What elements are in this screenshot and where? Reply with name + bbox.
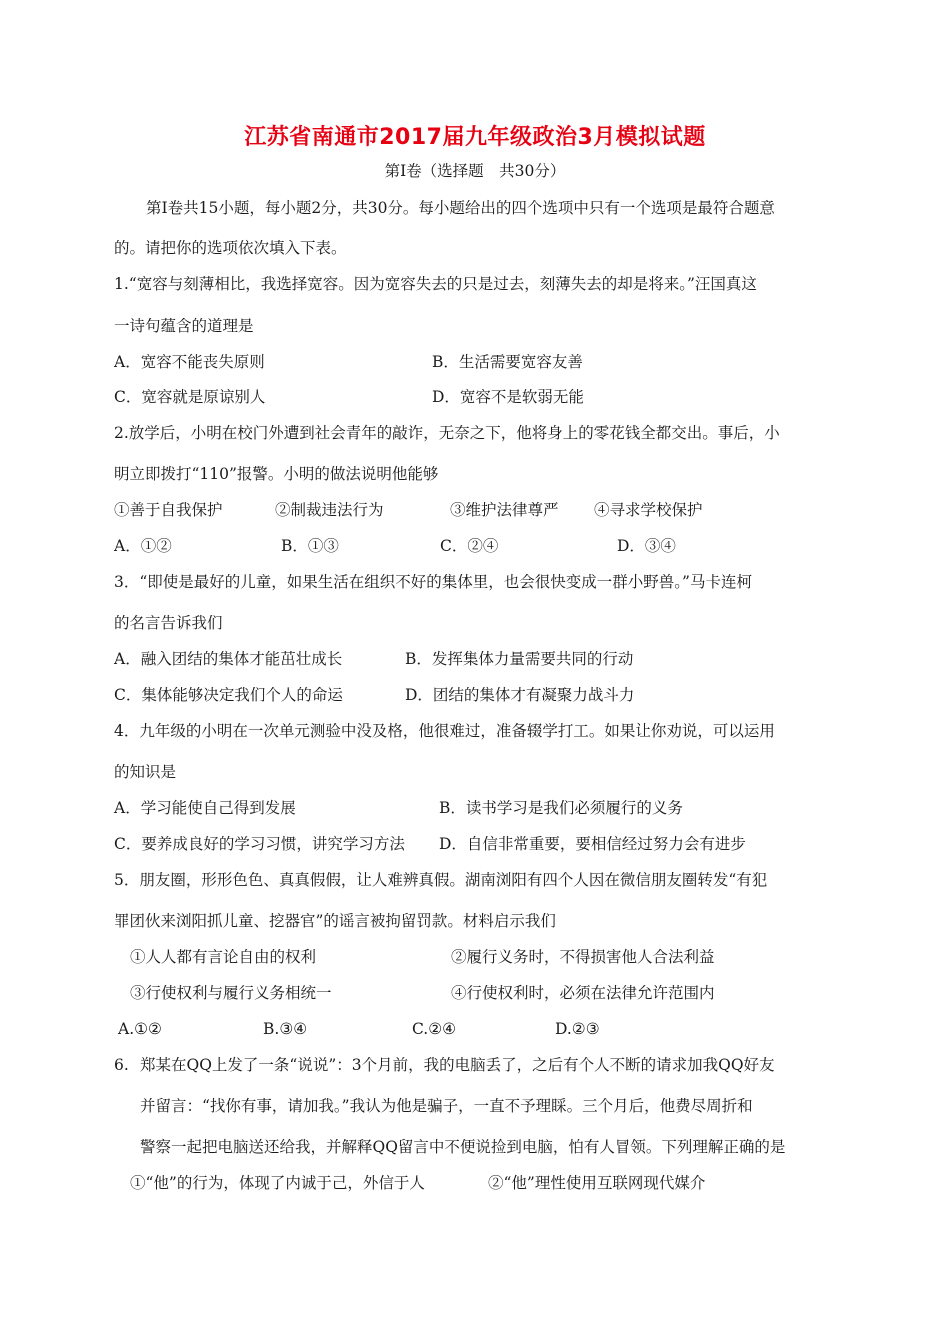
q2-statement-3: ③维护法律尊严 xyxy=(450,501,559,519)
q5-statement-2: ②履行义务时，不得损害他人合法利益 xyxy=(451,948,715,966)
q2-option-d: D．③④ xyxy=(617,537,676,555)
q2-option-a: A．①② xyxy=(114,537,172,555)
q5-option-b: B.③④ xyxy=(263,1020,308,1038)
q4-option-b: B．读书学习是我们必须履行的义务 xyxy=(439,799,683,817)
q2-option-b: B．①③ xyxy=(281,537,339,555)
q5-option-c: C.②④ xyxy=(412,1020,457,1038)
q2-statement-2: ②制裁违法行为 xyxy=(275,501,384,519)
q4-option-c: C．要养成良好的学习习惯，讲究学习方法 xyxy=(114,835,405,853)
q5-option-d: D.②③ xyxy=(555,1020,600,1038)
q6-number: 6. xyxy=(114,1056,129,1074)
q1-option-d: D．宽容不是软弱无能 xyxy=(432,388,584,406)
q2-statement-1: ①善于自我保护 xyxy=(114,501,223,519)
q5-statement-1: ①人人都有言论自由的权利 xyxy=(130,948,317,966)
q6-stem-line-3: 警察一起把电脑送还给我，并解释QQ留言中不便说捡到电脑，怕有人冒领。下列理解正确的是 xyxy=(140,1138,786,1156)
instructions-line-1: 第Ⅰ卷共15小题，每小题2分，共30分。每小题给出的四个选项中只有一个选项是最符合题意 xyxy=(146,199,775,217)
document-title: 江苏省南通市2017届九年级政治3月模拟试题 xyxy=(244,125,706,150)
q3-option-b: B．发挥集体力量需要共同的行动 xyxy=(405,650,634,668)
q6-statement-2: ②“他”理性使用互联网现代媒介 xyxy=(488,1174,706,1192)
q2-statement-4: ④寻求学校保护 xyxy=(594,501,703,519)
q1-stem-line-1: 1.“宽容与刻薄相比，我选择宽容。因为宽容失去的只是过去，刻薄失去的却是将来。”汪国真这 xyxy=(114,275,757,293)
q5-statement-4: ④行使权利时，必须在法律允许范围内 xyxy=(451,984,715,1002)
q2-stem-line-2: 明立即拨打“110”报警。小明的做法说明他能够 xyxy=(114,465,439,483)
q4-option-a: A．学习能使自己得到发展 xyxy=(114,799,296,817)
q3-stem-line-2: 的名言告诉我们 xyxy=(114,614,223,632)
q1-stem-line-2: 一诗句蕴含的道理是 xyxy=(114,317,254,335)
q5-stem-line-1: 5．朋友圈，形形色色、真真假假，让人难辨真假。湖南浏阳有四个人因在微信朋友圈转发“有犯 xyxy=(114,871,768,889)
q1-option-b: B．生活需要宽容友善 xyxy=(432,353,583,371)
q4-option-d: D．自信非常重要，要相信经过努力会有进步 xyxy=(439,835,746,853)
q6-stem-line-2: 并留言：“找你有事，请加我。”我认为他是骗子，一直不予理睬。三个月后，他费尽周折和 xyxy=(140,1097,753,1115)
q1-option-c: C．宽容就是原谅别人 xyxy=(114,388,266,406)
q5-statement-3: ③行使权利与履行义务相统一 xyxy=(130,984,332,1002)
q6-stem-line-1: 郑某在QQ上发了一条“说说”：3个月前，我的电脑丢了，之后有个人不断的请求加我QQ好友 xyxy=(140,1056,775,1074)
section-header: 第Ⅰ卷（选择题 共30分） xyxy=(384,162,566,180)
q3-option-c: C．集体能够决定我们个人的命运 xyxy=(114,686,343,704)
q5-stem-line-2: 罪团伙来浏阳抓儿童、挖器官”的谣言被拘留罚款。材料启示我们 xyxy=(114,912,556,930)
q4-stem-line-1: 4．九年级的小明在一次单元测验中没及格，他很难过，准备辍学打工。如果让你劝说，可以运用 xyxy=(114,722,775,740)
instructions-line-2: 的。请把你的选项依次填入下表。 xyxy=(114,239,347,257)
q3-stem-line-1: 3．“即使是最好的儿童，如果生活在组织不好的集体里，也会很快变成一群小野兽。”马卡连柯 xyxy=(114,573,752,591)
q5-option-a: A.①② xyxy=(118,1020,162,1038)
q2-stem-line-1: 2.放学后，小明在校门外遭到社会青年的敲诈，无奈之下，他将身上的零花钱全都交出。事后，小 xyxy=(114,424,780,442)
q3-option-d: D．团结的集体才有凝聚力战斗力 xyxy=(405,686,635,704)
q4-stem-line-2: 的知识是 xyxy=(114,763,177,781)
q2-option-c: C．②④ xyxy=(440,537,499,555)
q1-option-a: A．宽容不能丧失原则 xyxy=(114,353,265,371)
q3-option-a: A．融入团结的集体才能茁壮成长 xyxy=(114,650,343,668)
q6-statement-1: ①“他”的行为，体现了内诚于己，外信于人 xyxy=(130,1174,425,1192)
